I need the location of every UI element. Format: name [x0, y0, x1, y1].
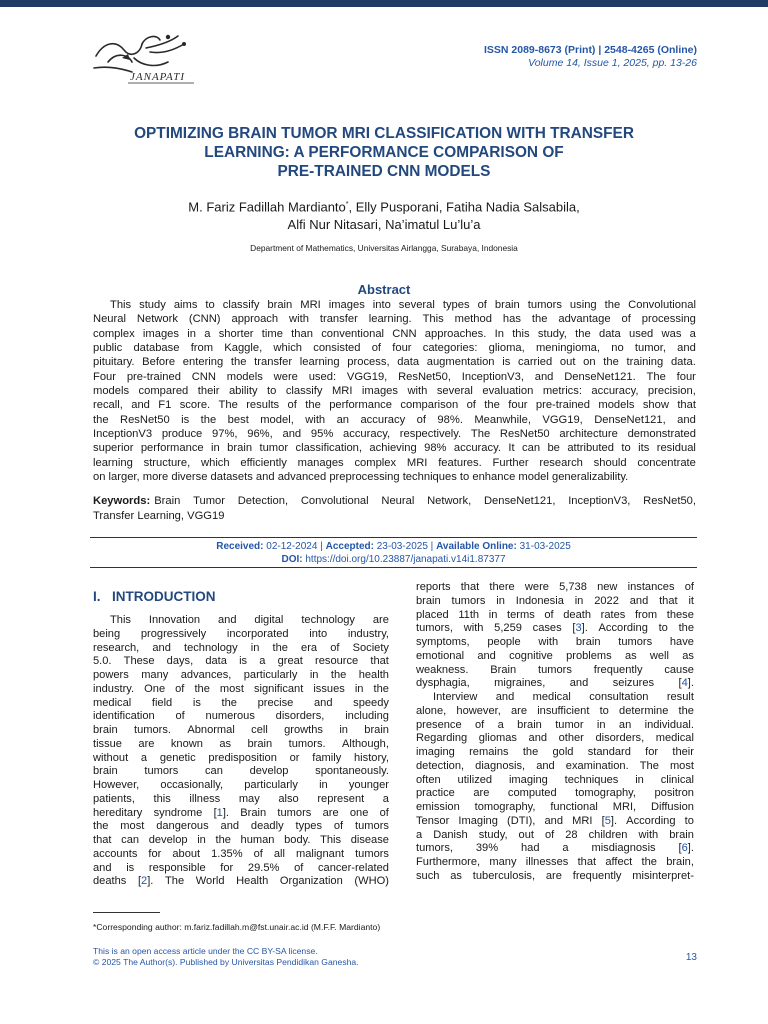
- body-line: emission tomography, functional MRI, Diffusion: [416, 801, 694, 813]
- license-note: This is an open access article under the CC BY-SA license.: [93, 946, 318, 956]
- accepted-date: 23-03-2025: [376, 541, 428, 552]
- body-line: placed 11th in terms of death rates from these: [416, 608, 694, 621]
- body-line: patients, this illness may also represent a: [93, 792, 389, 805]
- title-line: OPTIMIZING BRAIN TUMOR MRI CLASSIFICATION WITH TRANSFER: [134, 125, 634, 142]
- body-line: Regarding gliomas and other disorders, medical: [416, 732, 694, 745]
- body-line: imaging remains the gold standard for their: [416, 746, 694, 758]
- citation-link[interactable]: 6: [681, 842, 688, 855]
- body-line: a Danish study, out of 28 children with brain: [416, 828, 694, 841]
- abstract-line: InceptionV3 produce 97%, 96%, and 95% accuracy, respectively. The ResNet50 architecture demonstrated: [93, 427, 696, 440]
- body-line: tumors, 39% had a misdiagnosis [6].: [416, 842, 694, 855]
- body-line: tumors, with 5,259 cases [3]. According to the: [416, 622, 694, 635]
- body-line: such as tuberculosis, are frequently misinterpret-: [416, 869, 694, 882]
- body-line: detection, diagnosis, and examination. The most: [416, 759, 694, 772]
- body-line: tissue are known as brain tumors. Although,: [93, 737, 389, 750]
- citation-link[interactable]: 5: [604, 814, 611, 827]
- corresponding-footnote: *Corresponding author: m.fariz.fadillah.m@fst.unair.ac.id (M.F.F. Mardianto): [93, 922, 381, 932]
- body-line: weakness. Brain tumors frequently cause: [416, 663, 694, 676]
- section-heading: [93, 589, 389, 605]
- citation-link[interactable]: 1: [216, 806, 223, 819]
- body-line: This Innovation and digital technology are: [110, 614, 389, 626]
- doi-label: DOI:: [281, 554, 303, 565]
- volume-info: Volume 14, Issue 1, 2025, pp. 13-26: [528, 57, 697, 69]
- abstract-line: public database from Kaggle, which consisted of four categories: glioma, meningioma, no tumor, and: [93, 341, 696, 354]
- right-column: [416, 581, 694, 884]
- paper-title: [60, 124, 708, 181]
- body-line: practice are computed tomography, positron: [416, 787, 694, 800]
- journal-logo: [86, 28, 198, 88]
- abstract-line: learning structure, which efficiently manages complex MRI features. Further research should concentrate: [93, 456, 696, 469]
- body-line: without a genetic predisposition or family history,: [93, 751, 389, 764]
- body-line: Interview and medical consultation result: [433, 691, 694, 703]
- separator: |: [430, 541, 434, 552]
- separator: |: [320, 541, 323, 552]
- body-line: hereditary syndrome [1]. Brain tumors are one of: [93, 806, 389, 819]
- body-line: symptoms, people with brain tumors have: [416, 636, 694, 648]
- author-names: , Elly Pusporani, Fatiha Nadia Salsabila,: [348, 199, 580, 215]
- issn: ISSN 2089-8673 (Print) | 2548-4265 (Online): [483, 44, 697, 56]
- article-dates: [90, 540, 697, 566]
- body-line: powers many advances, particularly in the health: [93, 669, 389, 681]
- corresponding-author: M. Fariz Fadillah Mardianto: [188, 199, 346, 215]
- svg-text:JANAPATI: JANAPATI: [130, 71, 186, 83]
- journal-info: [484, 44, 697, 70]
- body-line: identification of numerous disorders, including: [93, 710, 389, 723]
- body-line: often utilized imaging techniques in clinical: [416, 773, 694, 786]
- body-line: research, and technology in the era of Society: [93, 641, 389, 654]
- keywords-label: Keywords:: [93, 495, 151, 507]
- page-footer: [93, 946, 359, 968]
- abstract-body: [93, 298, 696, 484]
- abstract-line: This study aims to classify brain MRI images into several types of brain tumors using the Convolutional: [110, 299, 696, 311]
- page-number: 13: [685, 952, 697, 963]
- right-column-text: [416, 581, 694, 884]
- abstract-line: complex images in a shorter time than conventional CNN approaches. In this study, the data used was a: [93, 327, 696, 340]
- copyright-note: © 2025 The Author(s). Published by Universitas Pendidikan Ganesha.: [93, 957, 359, 967]
- corresponding-mark: *: [345, 201, 349, 208]
- title-line: PRE-TRAINED CNN MODELS: [277, 163, 491, 180]
- citation-link[interactable]: 4: [681, 677, 688, 690]
- body-line: deaths [2]. The World Health Organization (WHO): [93, 875, 389, 888]
- body-line: presence of a brain tumor in an individual.: [416, 718, 694, 731]
- body-line: and is responsible for 29.5% of cancer-related: [93, 861, 389, 874]
- abstract-heading: Abstract: [357, 282, 411, 297]
- divider: [90, 537, 697, 538]
- top-color-bar: [0, 0, 768, 7]
- left-column-text: [93, 614, 389, 889]
- received-label: Received:: [216, 541, 264, 552]
- abstract-line: models compared their ability to classify MRI images with several evaluation metrics: accuracy, precision,: [93, 384, 696, 397]
- keywords-line: Transfer Learning, VGG19: [93, 510, 225, 522]
- body-line: industry. One of the most significant issues in the: [93, 682, 389, 695]
- body-line: Tensor Imaging (DTI), and MRI [5]. According to: [416, 814, 694, 827]
- abstract-line: on larger, more diverse datasets and advanced preprocessing techniques to enhance model generalizability.: [93, 470, 629, 483]
- doi-link[interactable]: https://doi.org/10.23887/janapati.v14i1.87377: [305, 554, 506, 565]
- keywords-line: Brain Tumor Detection, Convolutional Neural Network, DenseNet121, InceptionV3, ResNet50,: [154, 495, 696, 507]
- citation-link[interactable]: 3: [575, 622, 582, 635]
- section-number: I.: [93, 589, 101, 604]
- online-label: Available Online:: [436, 541, 517, 552]
- body-line: brain tumors can develop spontaneously.: [93, 765, 389, 778]
- body-line: 5.0. These days, data is a great resource that: [93, 655, 389, 668]
- abstract-line: the ResNet50 is the best model, with an accuracy of 98%. Meanwhile, VGG19, DenseNet121, and: [93, 413, 696, 426]
- body-line: that can develop in the human body. This disease: [93, 834, 389, 846]
- abstract-line: superior performance in brain tumor classification, achieving 98% accuracy. It can be attributed to its residual: [93, 442, 696, 455]
- online-date: 31-03-2025: [519, 541, 571, 552]
- body-line: brain tumors in Indonesia in 2022 and that it: [416, 594, 694, 607]
- body-line: accounts for about 1.35% of all malignant tumors: [93, 847, 389, 860]
- body-line: emotional and cognitive problems as well as: [416, 649, 694, 662]
- affiliation: Department of Mathematics, Universitas Airlangga, Surabaya, Indonesia: [250, 243, 518, 253]
- title-line: LEARNING: A PERFORMANCE COMPARISON OF: [204, 144, 564, 161]
- divider: [90, 567, 697, 568]
- footnote-rule: [93, 912, 160, 913]
- body-line: dysphagia, migraines, and seizures [4].: [416, 677, 694, 690]
- abstract-line: Four pre-trained CNN models were used: VGG19, ResNet50, InceptionV3, and DenseNet121. The four: [93, 370, 696, 383]
- body-line: reports that there were 5,738 new instances of: [416, 581, 694, 593]
- section-title: INTRODUCTION: [112, 589, 216, 604]
- citation-link[interactable]: 2: [141, 875, 148, 888]
- abstract-line: pituitary. Before entering the transfer learning process, data augmentation is carried out on the training data.: [93, 356, 696, 369]
- author-list: [60, 196, 708, 234]
- abstract-line: Neural Network (CNN) approach with transfer learning. This method has the advantage of processing: [93, 313, 696, 326]
- body-line: the most dangerous and deadly types of tumors: [93, 820, 389, 833]
- accepted-label: Accepted:: [325, 541, 374, 552]
- body-line: However, occasionally, particularly in younger: [93, 779, 389, 791]
- body-line: alone, however, are insufficient to determine the: [416, 704, 694, 717]
- received-date: 02-12-2024: [266, 541, 318, 552]
- body-line: medical field is the precise and speedy: [93, 696, 389, 709]
- author-names: Alfi Nur Nitasari, Na’imatul Lu’lu’a: [287, 217, 481, 233]
- body-line: Furthermore, many illnesses that affect the brain,: [416, 856, 694, 868]
- abstract-line: recall, and F1 score. The results of the performance comparison of the four pre-trained models show that: [93, 399, 696, 412]
- left-column: [93, 581, 389, 889]
- body-line: being progressively incorporated into industry,: [93, 627, 389, 640]
- keywords: [93, 494, 696, 524]
- body-line: brain tumors. Abnormal cell growths in brain: [93, 724, 389, 736]
